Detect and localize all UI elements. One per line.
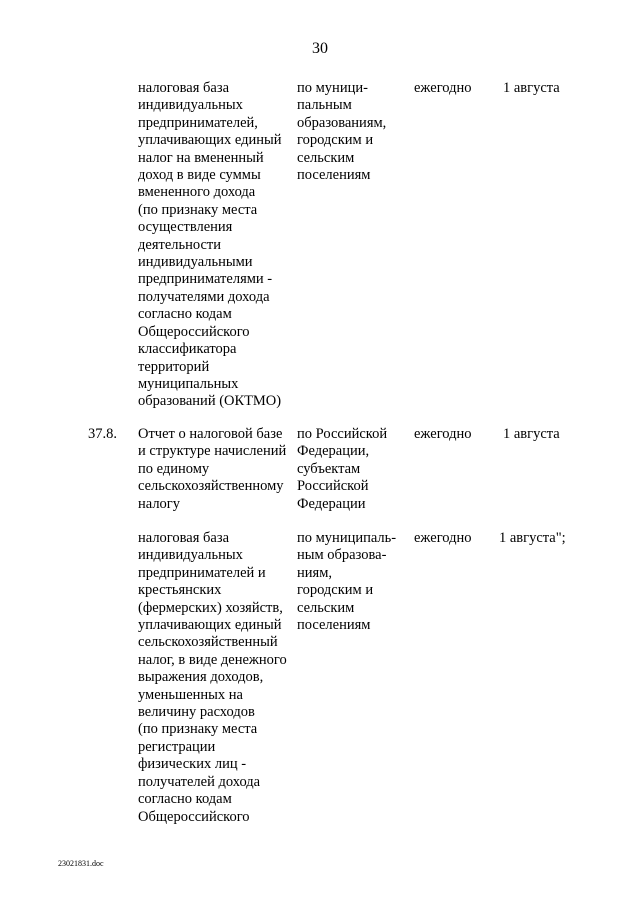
row-2-period: ежегодно xyxy=(414,530,472,546)
page-number: 30 xyxy=(312,40,328,57)
row-0-name: налоговая база индивидуальных предпринимателей, уплачивающих единый налог на вмененный доход в виде суммы вмененного дохода (по признаку места осуществления деятельности индивидуальными предпринимателями - получателями дохода согласно кодам Общероссийского классификатора территорий муниципальных образований (ОКТМО) xyxy=(138,80,282,410)
row-2-deadline: 1 августа"; xyxy=(499,530,566,546)
row-1-number: 37.8. xyxy=(88,426,117,442)
row-1-period: ежегодно xyxy=(414,426,472,442)
row-0-level: по муници- пальным образованиям, городским и сельским поселениям xyxy=(297,80,387,184)
row-1-name: Отчет о налоговой базе и структуре начислений по единому сельскохозяйственному налогу xyxy=(138,426,287,512)
row-1-level: по Российской Федерации, субъектам Российской Федерации xyxy=(297,426,388,512)
row-1-deadline: 1 августа xyxy=(503,426,560,442)
row-0-period: ежегодно xyxy=(414,80,472,96)
row-2-name: налоговая база индивидуальных предпринимателей и крестьянских (фермерских) хозяйств, уплачивающих единый сельскохозяйственный налог, в виде денежного выражения доходов, уменьшенных на величину расходов (по признаку места регистрации физических лиц - получателей дохода согласно кодам Общероссийского xyxy=(138,530,287,825)
footer-filename: 23021831.doc xyxy=(58,859,104,868)
row-2-level: по муниципаль- ным образова- ниям, городским и сельским поселениям xyxy=(297,530,397,634)
row-0-deadline: 1 августа xyxy=(503,80,560,96)
